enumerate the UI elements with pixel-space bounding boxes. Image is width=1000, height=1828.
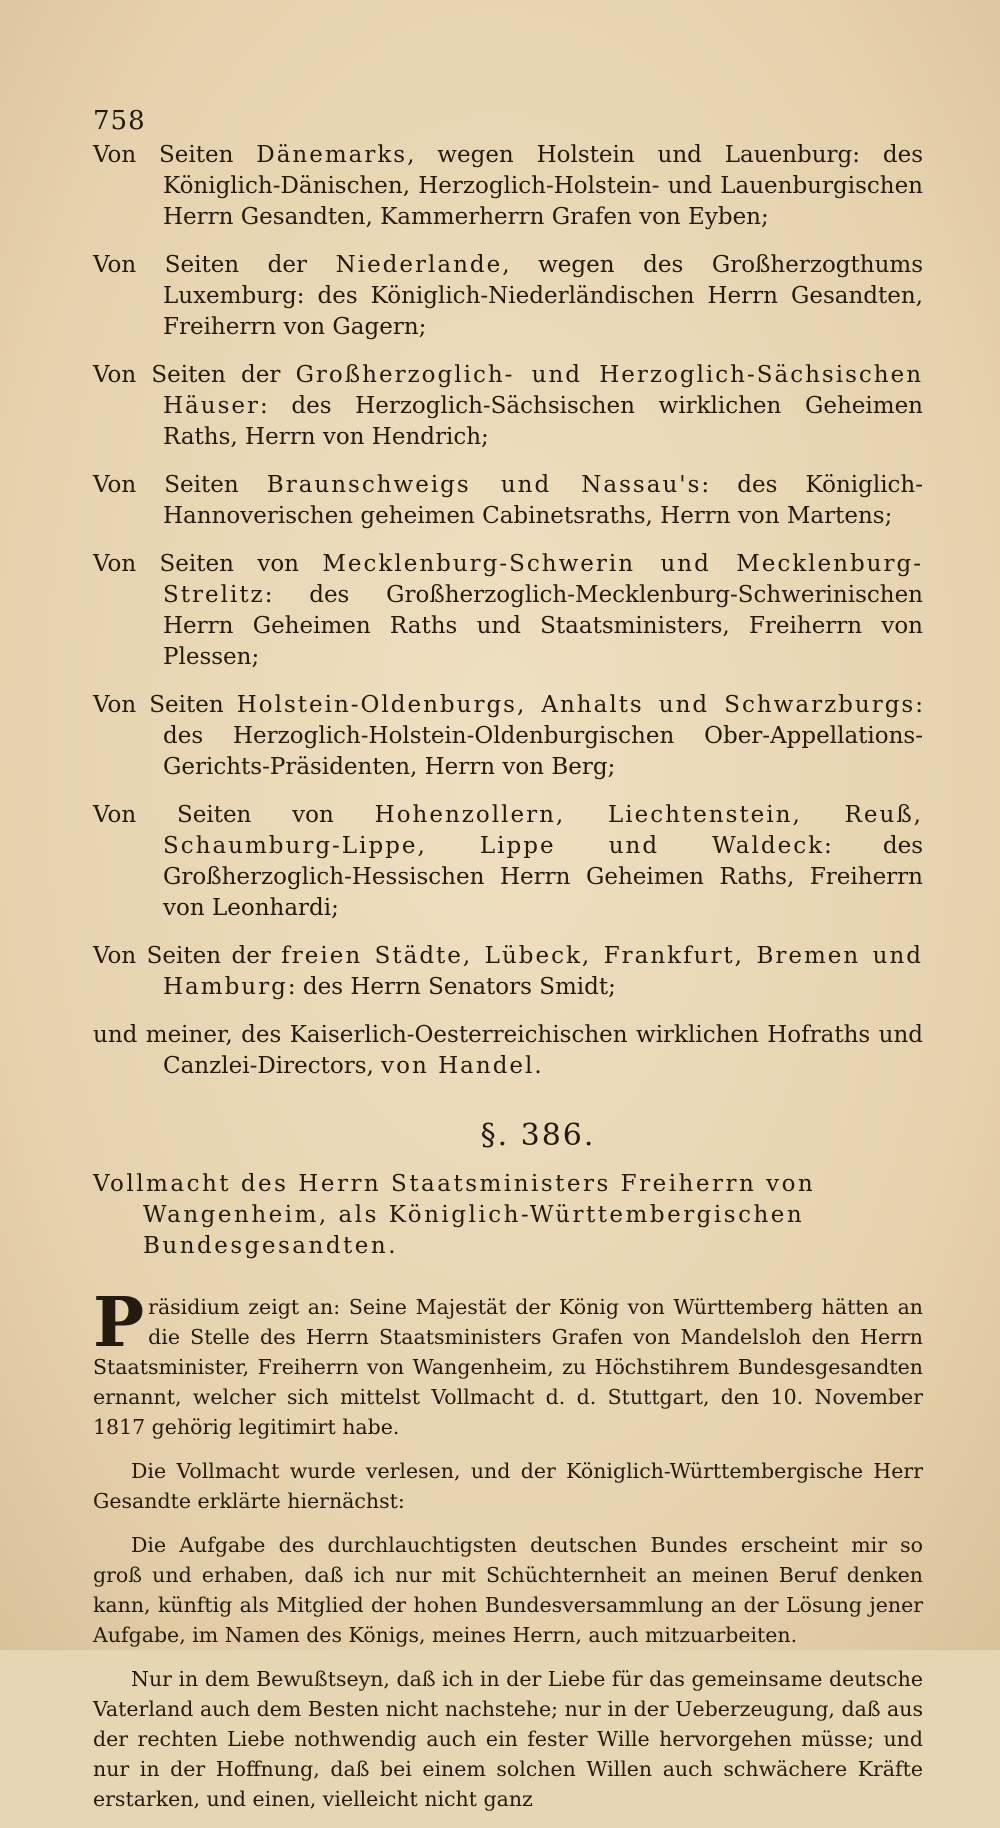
body-paragraph: Die Aufgabe des durchlauchtigsten deutschen Bundes erscheint mir so groß und erhaben, daß ich nur mit Schüchternheit an meinen Beruf denken kann, künftig als Mitglied der hohen Bundesversammlung an der Lösung jener Aufgabe, im Namen des Königs, meines Herrn, auch mitzuarbeiten.: [93, 1533, 923, 1647]
entry-state: Niederlande: [335, 252, 503, 278]
drop-cap: P: [93, 1283, 145, 1363]
page-content: [93, 140, 923, 1828]
body-paragraph: Nur in dem Bewußtseyn, daß ich in der Liebe für das gemeinsame deutsche Vaterland auch dem Besten nicht nachstehe; nur in der Ueberzeugung, daß aus der rechten Liebe nothwendig auch ein fester Wille hervorgehen müsse; und nur in der Hoffnung, daß bei einem solchen Willen auch schwächere Kräfte erstarken, und einen, vielleicht nicht ganz: [93, 1667, 923, 1811]
entry-state: freien Städte, Lübeck, Frankfurt, Bremen und Hamburg: [163, 943, 924, 1000]
entry-rest: .: [534, 1053, 542, 1079]
entry-lead: und meiner, des Kaiserlich-Oesterreichischen wirklichen Hofraths und Canzlei-Directors,: [93, 1022, 923, 1079]
entry-state: Holstein-Oldenburgs, Anhalts und Schwarzburgs: [236, 692, 916, 718]
body-paragraph: [93, 1283, 923, 1442]
delegate-entry: [93, 1020, 923, 1082]
delegate-entry: [93, 800, 923, 924]
delegate-entry: [93, 690, 923, 783]
entry-lead: Von Seiten: [93, 142, 257, 168]
entry-rest: : des Königlich-Hannoverischen geheimen Cabinetsraths, Herrn von Martens;: [163, 472, 924, 529]
entry-rest: : des Herrn Senators Smidt;: [287, 974, 616, 1000]
entry-rest: : des Großherzoglich-Hessischen Herrn Geheimen Raths, Freiherrn von Leonhardi;: [163, 833, 924, 921]
delegate-entry: [93, 140, 923, 233]
entry-lead: Von Seiten von: [93, 802, 375, 828]
delegate-entry: [93, 941, 923, 1003]
delegate-entry: [93, 250, 923, 343]
entry-state: Hohenzollern, Liechtenstein, Reuß, Schaumburg-Lippe, Lippe und Waldeck: [163, 802, 923, 859]
delegate-entry: [93, 549, 923, 673]
entry-rest: : des Herzoglich-Holstein-Oldenburgischen Ober-Appellations-Gerichts-Präsidenten, Herrn von Berg;: [163, 692, 923, 780]
entry-rest: : des Großherzoglich-Mecklenburg-Schwerinischen Herrn Geheimen Raths und Staatsministers, Freiherrn von Plessen;: [163, 582, 923, 670]
delegate-entry: [93, 470, 923, 532]
paragraph-text: räsidium zeigt an: Seine Majestät der König von Württemberg hätten an die Stelle des Herrn Staatsministers Grafen von Mandelsloh den Herrn Staatsminister, Freiherrn von Wangenheim, zu Höchstihrem Bundesgesandten ernannt, welcher sich mittelst Vollmacht d. d. Stuttgart, den 10. November 1817 gehörig legitimirt habe.: [93, 1295, 923, 1439]
entry-rest: , wegen des Großherzogthums Luxemburg: des Königlich-Niederländischen Herrn Gesandten, Freiherrn von Gagern;: [163, 252, 924, 340]
entry-rest: : des Herzoglich-Sächsischen wirklichen Geheimen Raths, Herrn von Hendrich;: [163, 393, 923, 450]
entry-state: Braunschweigs und Nassau's: [266, 472, 702, 498]
delegate-list: [93, 140, 923, 1082]
section-heading: Vollmacht des Herrn Staatsministers Freiherrn von Wangenheim, als Königlich-Württembergischen Bundesgesandten.: [93, 1171, 816, 1259]
section-body: [93, 1283, 923, 1814]
entry-state: Dänemarks: [256, 142, 408, 168]
delegate-entry: [93, 360, 923, 453]
section-number: §. 386.: [480, 1118, 596, 1153]
entry-lead: Von Seiten der: [93, 252, 336, 278]
entry-state: Mecklenburg-Schwerin und Mecklenburg-Strelitz: [163, 551, 923, 608]
body-paragraph: Die Vollmacht wurde verlesen, und der Königlich-Württembergische Herr Gesandte erklärte hiernächst:: [93, 1459, 923, 1513]
page-number: 758: [93, 106, 146, 136]
entry-lead: Von Seiten: [93, 472, 267, 498]
entry-state: Großherzoglich- und Herzoglich-Sächsischen Häuser: [163, 362, 924, 419]
entry-state: von Handel: [381, 1053, 535, 1079]
entry-lead: Von Seiten: [93, 692, 237, 718]
entry-lead: Von Seiten der: [93, 943, 282, 969]
entry-rest: , wegen Holstein und Lauenburg: des Königlich-Dänischen, Herzoglich-Holstein- und Lauenburgischen Herrn Gesandten, Kammerherrn Grafen von Eyben;: [163, 142, 923, 230]
entry-lead: Von Seiten der: [93, 362, 296, 388]
entry-lead: Von Seiten von: [93, 551, 323, 577]
